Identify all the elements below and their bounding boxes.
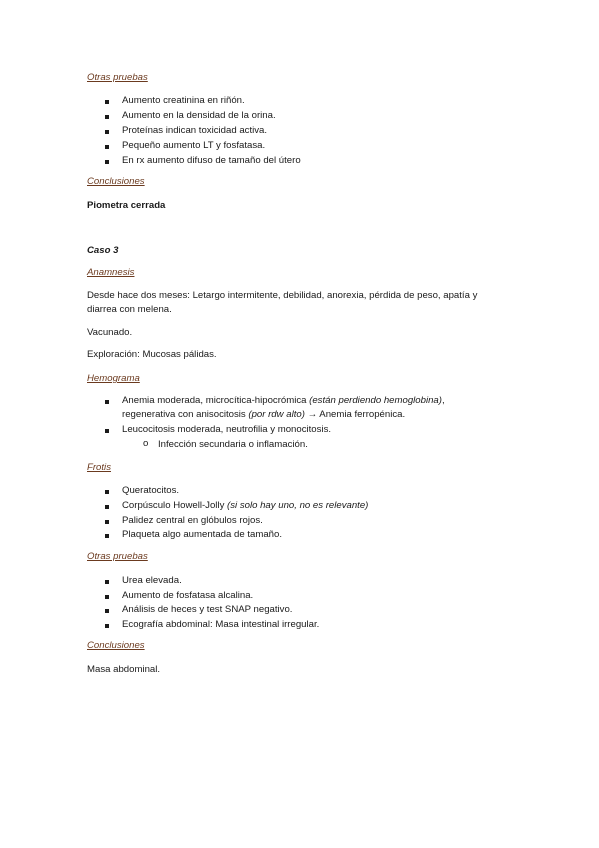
bullet-marker bbox=[105, 595, 109, 599]
italic-note: (por rdw alto) bbox=[248, 409, 305, 420]
bullet-marker bbox=[105, 130, 109, 134]
list-item: Análisis de heces y test SNAP negativo. bbox=[122, 604, 293, 615]
text-run: Anemia moderada, microcítica-hipocrómica bbox=[122, 395, 310, 406]
vacunado-text: Vacunado. bbox=[87, 327, 133, 338]
bullet-marker bbox=[105, 490, 109, 494]
list-item bbox=[122, 500, 368, 512]
bullet-marker bbox=[105, 145, 109, 149]
list-item: Ecografía abdominal: Masa intestinal irregular. bbox=[122, 619, 320, 630]
anamnesis-line-1: Desde hace dos meses: Letargo intermitente, debilidad, anorexia, pérdida de peso, apatía y bbox=[87, 290, 478, 301]
italic-note: (están perdiendo hemoglobina) bbox=[309, 395, 442, 406]
list-item: Plaqueta algo aumentada de tamaño. bbox=[122, 529, 283, 540]
anamnesis-line-2: diarrea con melena. bbox=[87, 304, 172, 315]
hemograma-item-1-line-1 bbox=[122, 395, 445, 407]
bullet-marker bbox=[105, 520, 109, 524]
bullet-marker bbox=[105, 534, 109, 538]
text-run: → Anemia ferropénica. bbox=[304, 409, 406, 420]
sub-list-item: Infección secundaria o inflamación. bbox=[158, 439, 308, 450]
list-item: Aumento en la densidad de la orina. bbox=[122, 110, 276, 121]
section-heading-otras-pruebas-2: Otras pruebas bbox=[87, 551, 148, 562]
bullet-marker bbox=[105, 505, 109, 509]
bullet-marker bbox=[105, 100, 109, 104]
list-item: Leucocitosis moderada, neutrofilia y monocitosis. bbox=[122, 424, 332, 435]
conclusion-text: Piometra cerrada bbox=[87, 200, 166, 211]
bullet-marker bbox=[105, 580, 109, 584]
section-heading-hemograma: Hemograma bbox=[87, 373, 140, 384]
section-heading-conclusiones-2: Conclusiones bbox=[87, 640, 145, 651]
bullet-marker bbox=[105, 429, 109, 433]
bullet-marker bbox=[105, 160, 109, 164]
list-item: Palidez central en glóbulos rojos. bbox=[122, 515, 263, 526]
list-item: Aumento de fosfatasa alcalina. bbox=[122, 590, 254, 601]
list-item: Urea elevada. bbox=[122, 575, 182, 586]
section-heading-conclusiones: Conclusiones bbox=[87, 176, 145, 187]
text-run: Corpúsculo Howell-Jolly bbox=[122, 500, 228, 511]
sub-bullet-marker: o bbox=[143, 438, 149, 449]
bullet-marker bbox=[105, 115, 109, 119]
section-heading-otras-pruebas: Otras pruebas bbox=[87, 72, 148, 83]
italic-note: (si solo hay uno, no es relevante) bbox=[227, 500, 369, 511]
list-item: En rx aumento difuso de tamaño del útero bbox=[122, 155, 301, 166]
hemograma-item-1-line-2 bbox=[122, 409, 405, 421]
bullet-marker bbox=[105, 609, 109, 613]
text-run: regenerativa con anisocitosis bbox=[122, 409, 249, 420]
bullet-marker bbox=[105, 400, 109, 404]
bullet-marker bbox=[105, 624, 109, 628]
list-item: Aumento creatinina en riñón. bbox=[122, 95, 245, 106]
section-heading-anamnesis: Anamnesis bbox=[87, 267, 135, 278]
list-item: Pequeño aumento LT y fosfatasa. bbox=[122, 140, 266, 151]
exploracion-text: Exploración: Mucosas pálidas. bbox=[87, 349, 217, 360]
list-item: Queratocitos. bbox=[122, 485, 180, 496]
section-heading-frotis: Frotis bbox=[87, 462, 111, 473]
text-run: , bbox=[441, 395, 445, 406]
conclusion-text: Masa abdominal. bbox=[87, 664, 161, 675]
list-item: Proteínas indican toxicidad activa. bbox=[122, 125, 268, 136]
case-title: Caso 3 bbox=[87, 245, 119, 256]
